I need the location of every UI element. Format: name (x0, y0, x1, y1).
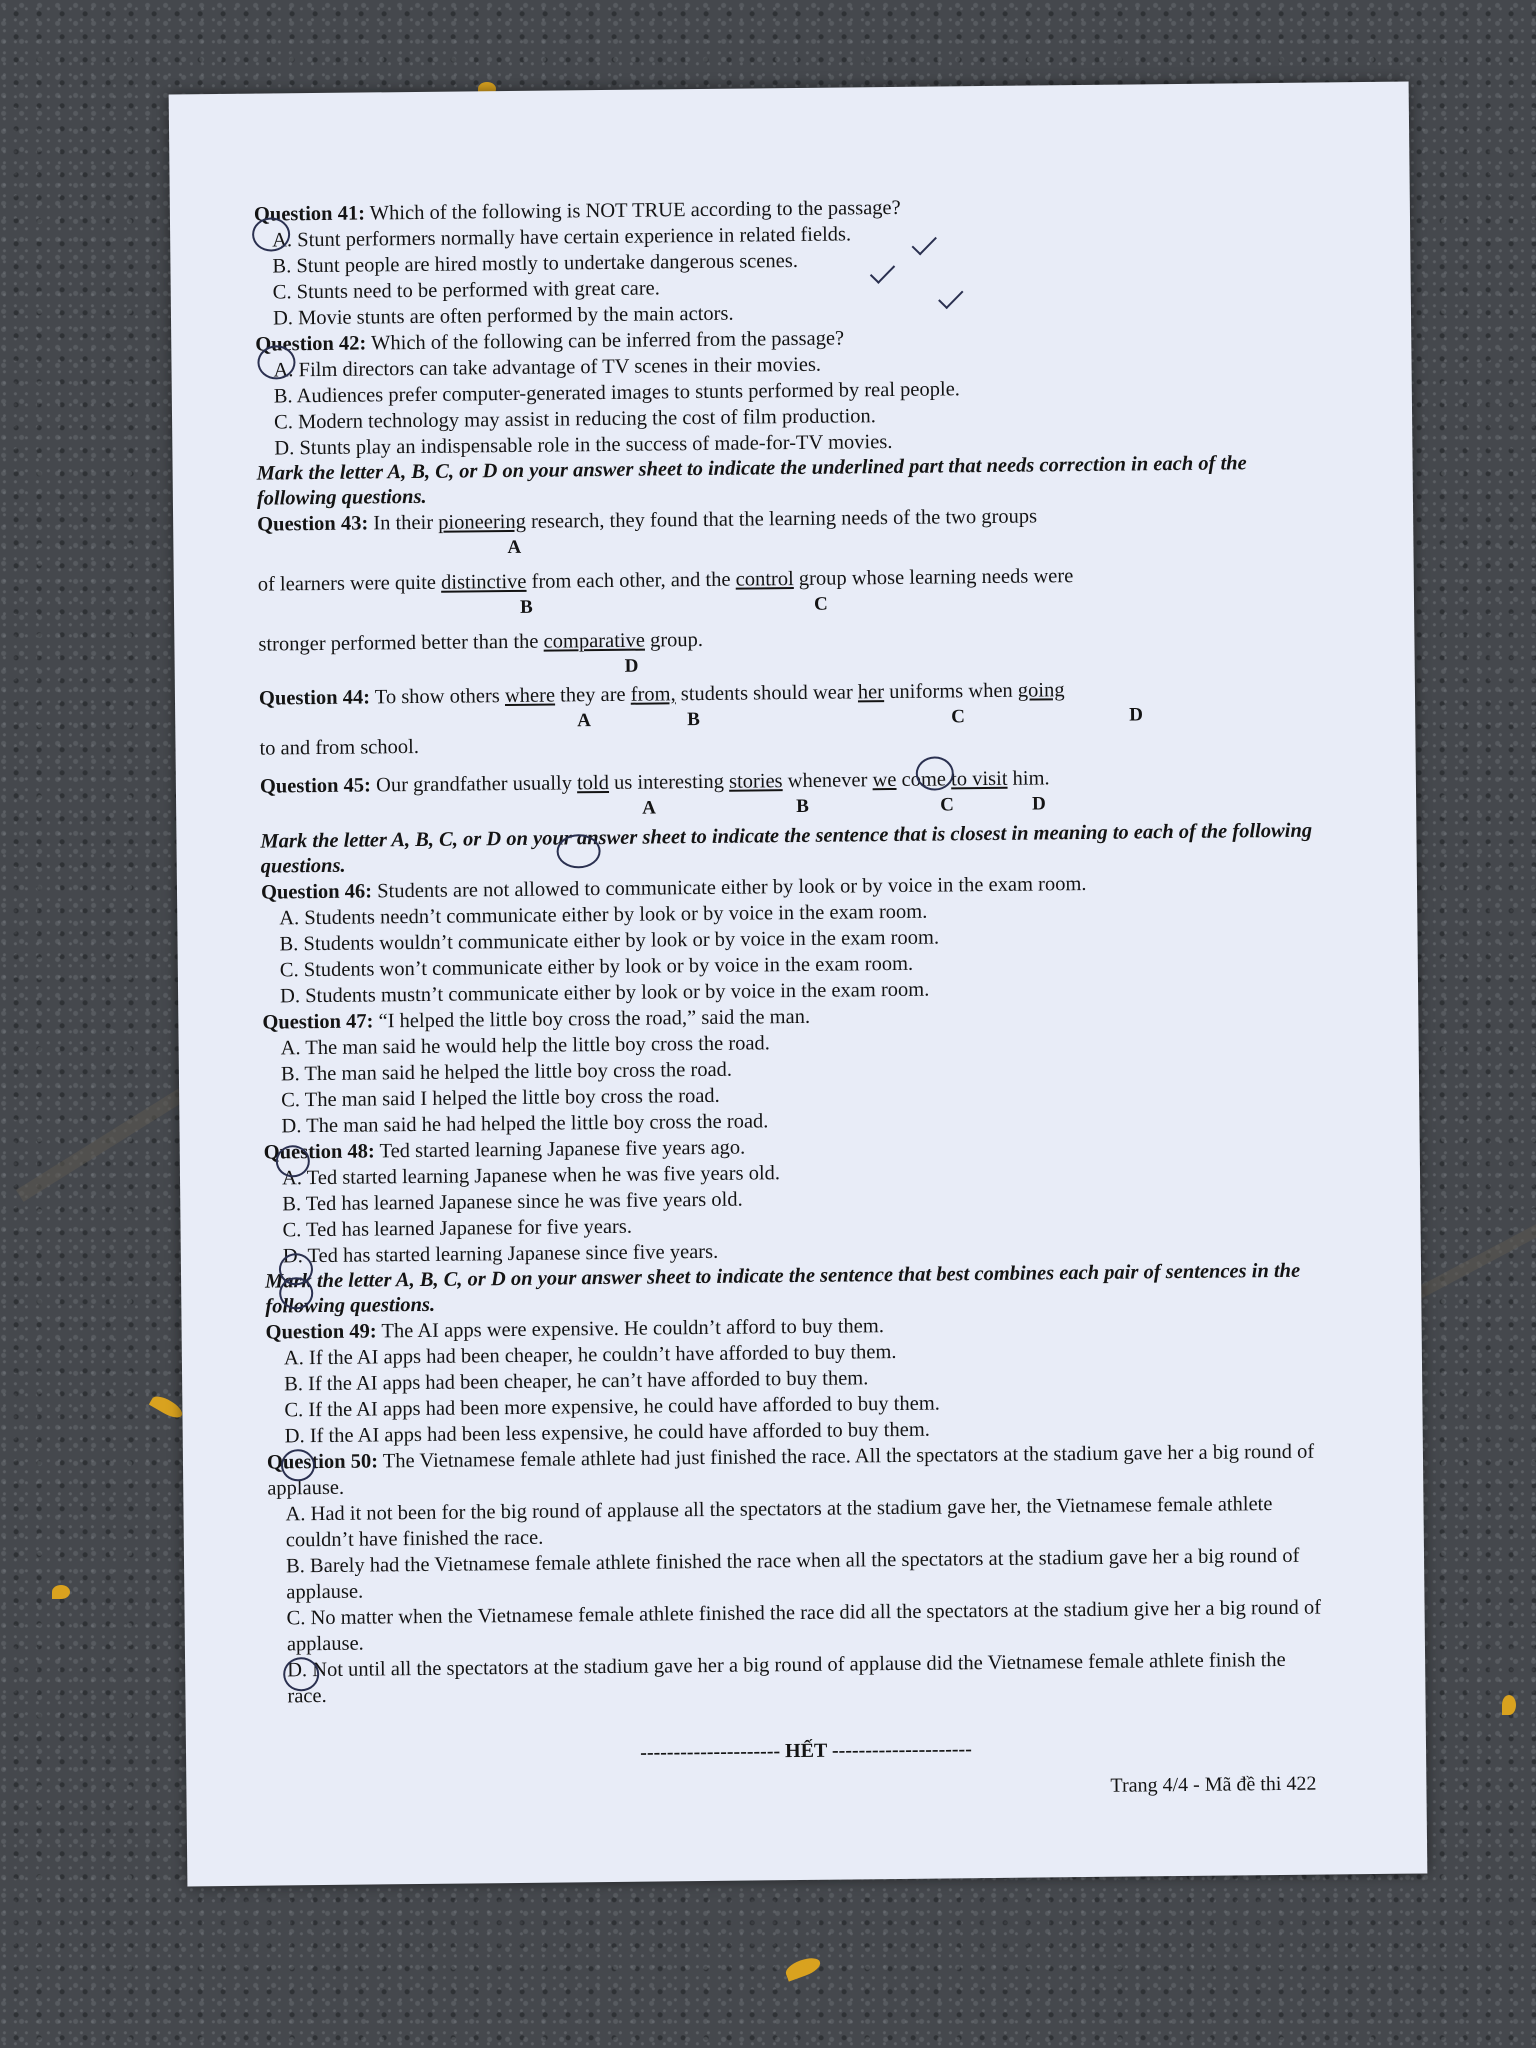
fallen-leaf (52, 1585, 70, 1599)
option-a: A. Had it not been for the big round of applause all the spectators at the stadium gave her, the Vietnamese female athlete couldn’t have finished the race. (285, 1493, 1273, 1552)
question-label: Question 48: (263, 1140, 375, 1164)
underlined-part-c: her (857, 681, 885, 704)
option-a: A. Ted started learning Japanese when he was five years old. (281, 1162, 781, 1190)
question-label: Question 49: (265, 1320, 377, 1344)
option-c: C. Students won’t communicate either by look or by voice in the exam room. (279, 952, 914, 982)
letter-c: C (940, 794, 954, 816)
letter-b: B (796, 795, 809, 818)
question-49 (265, 1308, 1326, 1449)
text-segment: stronger performed better than the (258, 630, 544, 656)
option-a: A. Stunt performers normally have certain experience in related fields. (272, 223, 852, 252)
question-label: Question 45: (259, 774, 372, 798)
question-label: Question 47: (262, 1010, 374, 1034)
question-stem: “I helped the little boy cross the road,” said the man. (378, 1005, 811, 1033)
letter-a: A (642, 797, 656, 819)
option-b: B. Ted has learned Japanese since he was five years old. (282, 1188, 743, 1216)
option-c: C. Modern technology may assist in reducing the cost of film production. (273, 405, 876, 434)
question-label: Question 44: (258, 686, 371, 710)
option-d: D. Ted has started learning Japanese since five years. (282, 1240, 719, 1268)
letter-b: B (687, 709, 701, 731)
page-footer: Trang 4/4 - Mã đề thi 422 (1110, 1772, 1317, 1797)
option-a: A. Students needn’t communicate either by look or by voice in the exam room. (279, 900, 928, 930)
question-46 (261, 869, 1322, 1010)
letter-d: D (1032, 793, 1046, 815)
question-43 (257, 501, 1319, 680)
option-c: C. Ted has learned Japanese for five years. (282, 1215, 633, 1242)
option-d: D. Stunts play an indispensable role in the success of made-for-TV movies. (274, 430, 893, 460)
underlined-part-b: from, (630, 683, 676, 706)
question-stem: Which of the following is NOT TRUE according to the passage? (369, 196, 901, 225)
text-segment: In their (373, 511, 439, 535)
underlined-part-d: going (1017, 679, 1065, 702)
section-instruction: Mark the letter A, B, C, or D on your answer sheet to indicate the sentence that best combines each pair of sentences in the following questions. (264, 1259, 1301, 1318)
text-segment: research, they found that the learning needs of the two groups (525, 505, 1038, 533)
underlined-part-a: where (504, 684, 556, 708)
option-b: B. If the AI apps had been cheaper, he can’t have afforded to buy them. (284, 1367, 869, 1396)
exam-sheet (169, 82, 1428, 1887)
text-segment: come (896, 768, 952, 791)
question-stem: Ted started learning Japanese five years ago. (379, 1136, 746, 1163)
text-segment: they are (554, 683, 631, 707)
text-segment: whenever (782, 769, 873, 793)
letter-d: D (624, 655, 639, 677)
option-d: D. Movie stunts are often performed by the main actors. (272, 302, 734, 330)
pen-circle-mark (279, 1277, 313, 1309)
underlined-part-d: to visit (950, 767, 1008, 791)
option-d: D. If the AI apps had been less expensive, he could have afforded to buy them. (284, 1418, 930, 1448)
option-c: C. If the AI apps had been more expensive, he could have afforded to buy them. (284, 1392, 940, 1422)
question-label: Question 50: (266, 1450, 379, 1474)
text-segment: him. (1007, 767, 1050, 790)
question-stem: The AI apps were expensive. He couldn’t afford to buy them. (381, 1315, 885, 1343)
question-45 (260, 763, 1320, 822)
option-b: B. Stunt people are hired mostly to undertake dangerous scenes. (272, 249, 799, 278)
section-instruction: Mark the letter A, B, C, or D on your answer sheet to indicate the underlined part that needs correction in each of the following questions. (256, 452, 1247, 510)
question-50 (267, 1438, 1330, 1709)
end-mark: --------------------- HẾT --------------------- (640, 1738, 972, 1764)
text-segment: To show others (374, 685, 506, 709)
text-segment: us interesting (608, 770, 730, 794)
option-c: C. Stunts need to be performed with great care. (272, 277, 660, 304)
text-segment: of learners were quite (257, 571, 442, 596)
option-a: A. Film directors can take advantage of TV scenes in their movies. (273, 353, 822, 382)
letter-b: B (519, 596, 533, 618)
question-continuation: to and from school. (259, 735, 420, 760)
underlined-part-d: comparative (543, 629, 646, 653)
pen-circle-mark (283, 1657, 319, 1691)
question-42 (255, 321, 1316, 462)
pen-circle-mark (257, 345, 295, 379)
question-44 (259, 675, 1320, 762)
text-segment: students should wear (675, 681, 858, 706)
option-d: D. Students mustn’t communicate either by look or by voice in the exam room. (279, 978, 930, 1008)
question-41 (254, 191, 1315, 332)
letter-c: C (951, 706, 966, 728)
question-48 (264, 1129, 1325, 1270)
underlined-part-c: we (872, 768, 897, 792)
text-segment: group whose learning needs were (793, 565, 1074, 591)
fallen-leaf (1502, 1695, 1516, 1715)
text-segment: uniforms when (883, 679, 1018, 704)
question-label: Question 42: (255, 332, 367, 356)
option-b: B. Students wouldn’t communicate either by look or by voice in the exam room. (279, 926, 940, 956)
letter-c: C (813, 593, 828, 615)
underlined-part-a: pioneering (438, 510, 527, 534)
question-label: Question 43: (257, 512, 369, 536)
option-b: B. Barely had the Vietnamese female athlete finished the race when all the spectators at the stadium gave her a big round of applause. (285, 1544, 1300, 1604)
pen-circle-mark (281, 1449, 315, 1481)
option-a: A. If the AI apps had been cheaper, he couldn’t have afforded to buy them. (283, 1340, 897, 1370)
letter-a: A (577, 710, 592, 732)
exam-content (254, 191, 1330, 1710)
option-d: D. The man said he had helped the little boy cross the road. (281, 1110, 769, 1138)
question-label: Question 46: (260, 880, 373, 904)
question-47 (262, 999, 1323, 1140)
text-segment: Our grandfather usually (375, 772, 578, 797)
pen-circle-mark (252, 217, 290, 251)
question-label: Question 41: (253, 202, 366, 226)
underlined-part-b: stories (728, 770, 783, 793)
question-stem: Which of the following can be inferred from the passage? (370, 327, 845, 355)
text-segment: group. (644, 628, 704, 652)
letter-d: D (1129, 704, 1144, 726)
option-b: B. Audiences prefer computer-generated images to stunts performed by real people. (273, 378, 960, 408)
pen-circle-mark (276, 1145, 310, 1177)
section-instruction: Mark the letter A, B, C, or D on your answer sheet to indicate the sentence that is closest in meaning to each of the following questions. (260, 819, 1313, 878)
question-stem: The Vietnamese female athlete had just finished the race. All the spectators at the stadium gave her a big round of applause. (267, 1440, 1315, 1500)
underlined-part-a: told (576, 771, 610, 795)
option-a: A. The man said he would help the little boy cross the road. (280, 1032, 770, 1060)
option-b: B. The man said he helped the little boy cross the road. (280, 1058, 733, 1086)
option-c: C. The man said I helped the little boy cross the road. (281, 1084, 720, 1112)
underlined-part-c: control (735, 568, 794, 591)
option-c: C. No matter when the Vietnamese female athlete finished the race did all the spectators at the stadium give her a big round of applause. (286, 1596, 1322, 1656)
underlined-part-b: distinctive (440, 570, 527, 594)
option-d: D. Not until all the spectators at the stadium gave her a big round of applause did the Vietnamese female athlete finish the race. (287, 1648, 1286, 1708)
letter-a: A (507, 536, 522, 559)
text-segment: from each other, and the (526, 568, 736, 593)
question-stem: Students are not allowed to communicate either by look or by voice in the exam room. (377, 872, 1087, 903)
